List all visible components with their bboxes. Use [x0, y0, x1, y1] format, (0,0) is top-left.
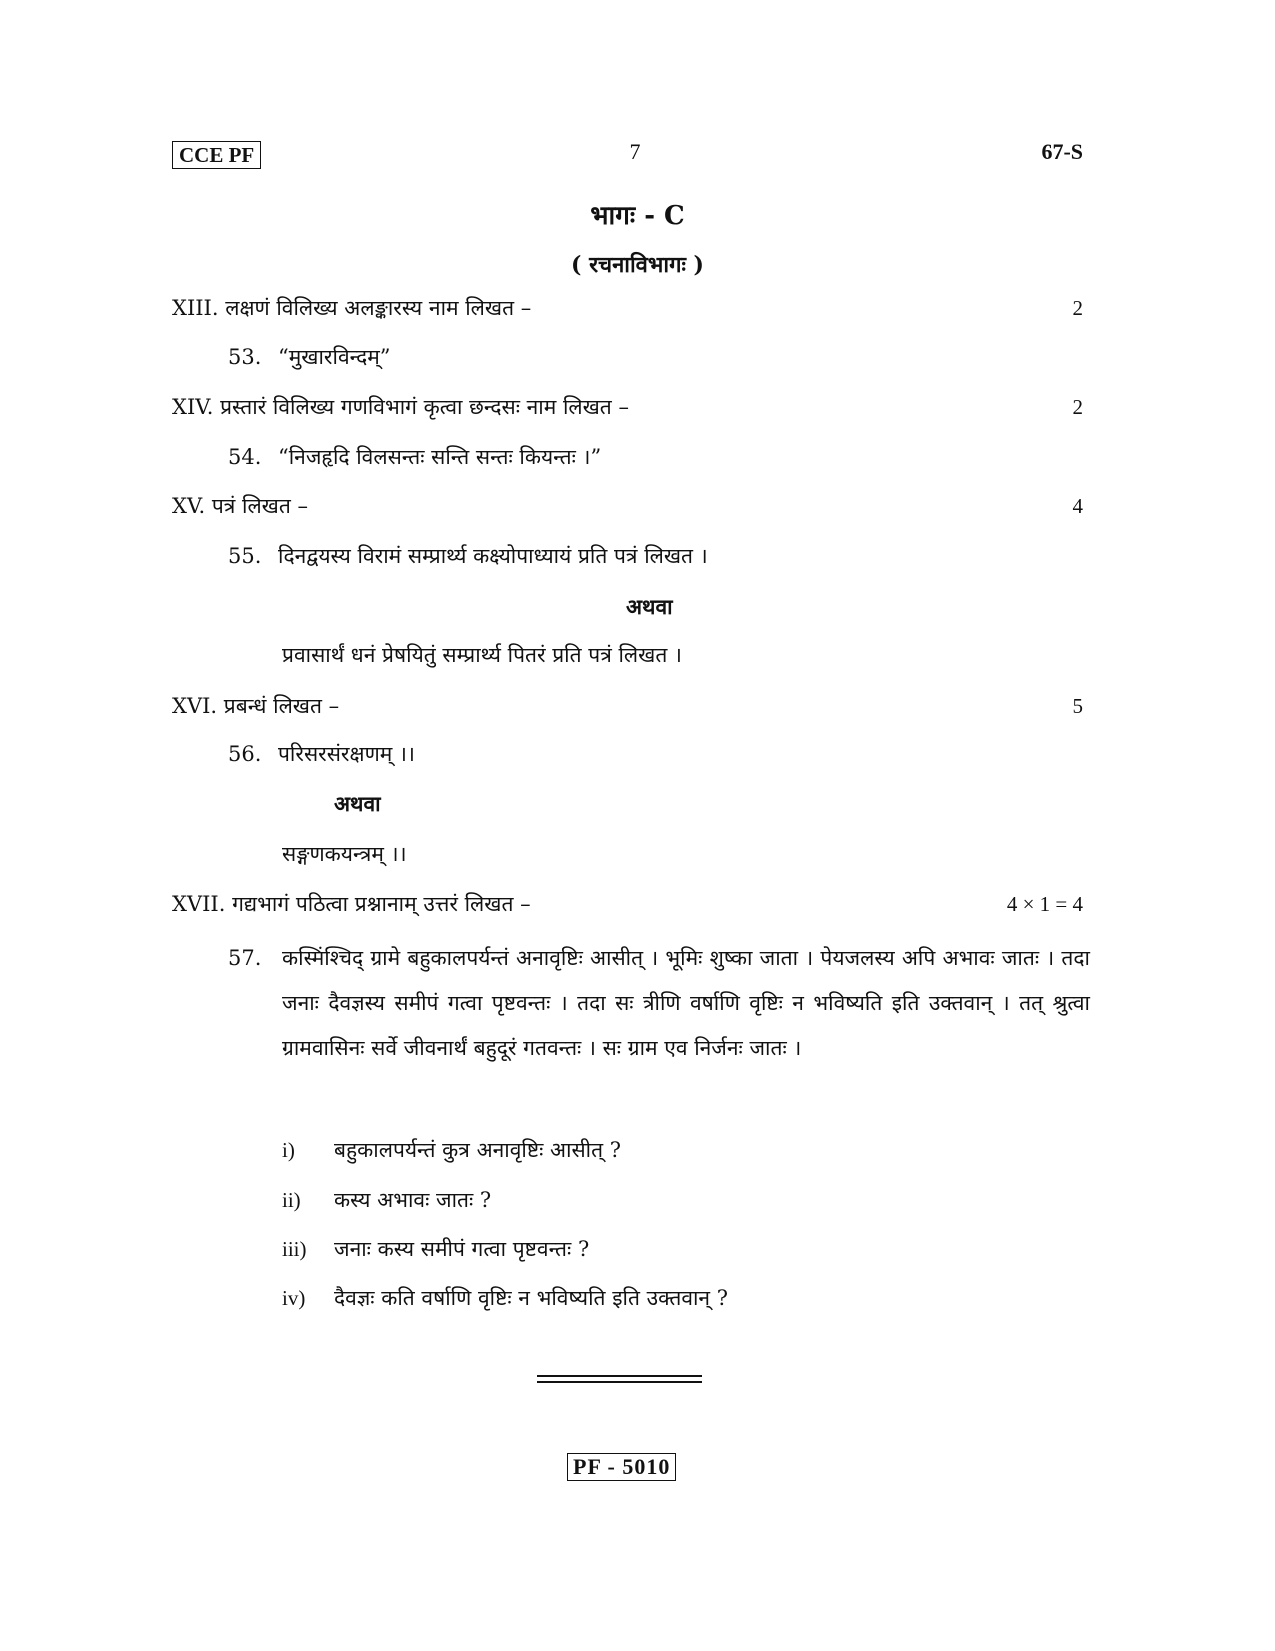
sub-question-text: दिनद्वयस्य विरामं सम्प्रार्थ्य कक्ष्योपाध्यायं प्रति पत्रं लिखत । — [278, 544, 708, 568]
or-label: अथवा — [334, 791, 381, 816]
sub-question-number: 54. — [228, 445, 262, 469]
question-text: गद्यभागं पठित्वा प्रश्नानाम् उत्तरं लिखत – — [232, 892, 531, 916]
question-17-marks: 4 × 1 = 4 — [1006, 892, 1083, 916]
footer-code-box: PF - 5010 — [567, 1453, 676, 1481]
comprehension-question: कस्य अभावः जातः ? — [334, 1188, 492, 1212]
question-13 — [172, 294, 531, 322]
question-13-marks: 2 — [1072, 296, 1083, 320]
passage-text: कस्मिंश्चिद् ग्रामे बहुकालपर्यन्तं अनावृष्टिः आसीत् । भूमिः शुष्का जाता । पेयजलस्य अपि अभावः जातः । तदा जनाः दैवज्ञस्य समीपं गत्वा पृष्टवन्तः । तदा सः त्रीणि वर्षाणि वृष्टिः न भविष्यति इति उक्तवान् । तत् श्रुत्वा ग्रामवासिनः सर्वे जीवनार्थं बहुदूरं गतवन्तः । सः ग्राम एव निर्जनः जातः । — [282, 946, 1090, 1060]
question-14 — [172, 393, 629, 421]
question-number: XVII. — [172, 892, 226, 916]
question-text: लक्षणं विलिख्य अलङ्कारस्य नाम लिखत – — [225, 296, 532, 320]
comprehension-question: दैवज्ञः कति वर्षाणि वृष्टिः न भविष्यति इति उक्तवान् ? — [334, 1286, 729, 1310]
sub-question-55 — [228, 542, 708, 570]
question-number: XIV. — [172, 395, 214, 419]
sub-question-54 — [228, 443, 601, 471]
question-text: पत्रं लिखत – — [211, 494, 309, 518]
question-15-marks: 4 — [1072, 494, 1083, 518]
question-text: प्रबन्धं लिखत – — [223, 694, 340, 718]
sub-question-text: “निजहृदि विलसन्तः सन्ति सन्तः कियन्तः ।” — [278, 445, 602, 469]
end-rule-bottom — [537, 1381, 702, 1383]
option-number: ii) — [282, 1188, 301, 1212]
sub-question-53 — [228, 343, 391, 371]
question-number: XVI. — [172, 694, 218, 718]
page-number: 7 — [629, 139, 641, 164]
alternative-question-text: सङ्गणकयन्त्रम् ।। — [282, 842, 407, 866]
option-number: iv) — [282, 1286, 306, 1310]
sub-question-number: 57. — [228, 946, 262, 970]
paper-code: 67-S — [1041, 139, 1083, 164]
sub-question-56 — [228, 740, 415, 768]
passage-block — [228, 936, 1090, 1071]
sub-question-number: 53. — [228, 345, 262, 369]
or-label: अथवा — [626, 594, 673, 619]
sub-question-text: “मुखारविन्दम्” — [278, 345, 391, 369]
section-subtitle: ( रचनाविभागः ) — [571, 252, 704, 278]
question-14-marks: 2 — [1072, 395, 1083, 419]
sub-question-number: 56. — [228, 742, 262, 766]
sub-question-text: परिसरसंरक्षणम् ।। — [278, 742, 415, 766]
section-title: भागः - C — [590, 201, 685, 231]
option-number: iii) — [282, 1237, 307, 1261]
question-number: XIII. — [172, 296, 219, 320]
question-16-marks: 5 — [1072, 694, 1083, 718]
comprehension-question: बहुकालपर्यन्तं कुत्र अनावृष्टिः आसीत् ? — [334, 1138, 621, 1162]
question-15 — [172, 492, 308, 520]
comprehension-question: जनाः कस्य समीपं गत्वा पृष्टवन्तः ? — [334, 1237, 590, 1261]
exam-code-box: CCE PF — [172, 141, 261, 169]
question-number: XV. — [172, 494, 206, 518]
option-number: i) — [282, 1138, 295, 1162]
end-rule-top — [537, 1375, 702, 1377]
question-17 — [172, 890, 531, 918]
question-text: प्रस्तारं विलिख्य गणविभागं कृत्वा छन्दसः नाम लिखत – — [220, 395, 629, 419]
alternative-question-text: प्रवासार्थं धनं प्रेषयितुं सम्प्रार्थ्य पितरं प्रति पत्रं लिखत । — [282, 643, 682, 667]
sub-question-number: 55. — [228, 544, 262, 568]
question-16 — [172, 692, 339, 720]
